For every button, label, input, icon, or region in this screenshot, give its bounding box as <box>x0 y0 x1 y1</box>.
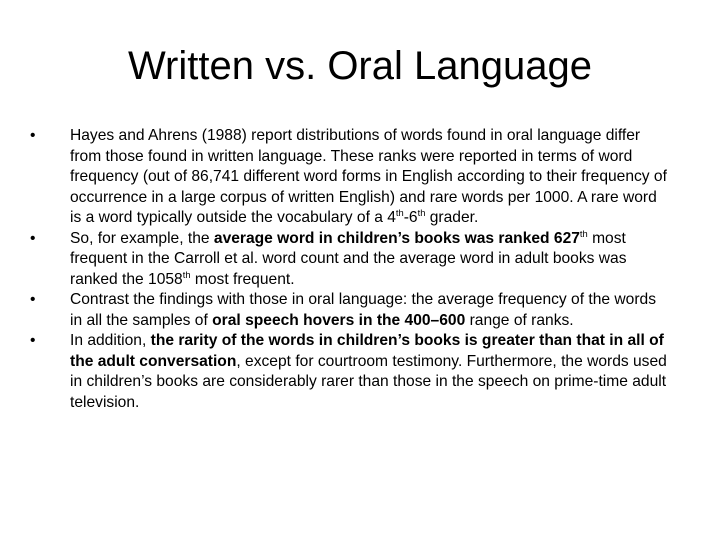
bullet-2-text: So, for example, the <box>70 229 214 247</box>
bullet-3-bold-text: oral speech hovers in the 400–600 <box>212 311 466 329</box>
bullet-2-superscript-1: th <box>579 228 588 239</box>
bullet-2-bold-text: average word in children’s books was ranked 627 <box>213 229 580 247</box>
bullet-item-3 <box>30 290 670 331</box>
bullet-4-text: In addition, <box>70 332 151 349</box>
bullet-1-text-2: -6 <box>403 209 418 226</box>
bullet-3-text-2: range of ranks. <box>465 311 574 329</box>
bullet-1-text-3: grader. <box>425 209 479 226</box>
bullet-1-text: Hayes and Ahrens (1988) report distributions of words found in oral language differ from those found in written language. These ranks were reported in terms of word frequency (out of 86,741 different word forms in English according to their frequency of occurrence in a large corpus of written English) and rare words per 1000. A rare word is a word typically outside the vocabulary of a 4 <box>70 127 667 226</box>
bullet-list <box>30 126 670 413</box>
bullet-item-1 <box>30 126 670 229</box>
bullet-4-bold-text: the rarity of the words in children’s books is greater than that in all of the adult conversation <box>70 332 664 370</box>
slide-title: Written vs. Oral Language <box>128 44 592 88</box>
bullet-1-superscript-1: th <box>395 207 404 218</box>
bullet-2-text-3: most frequent. <box>190 270 295 288</box>
bullet-2-superscript-2: th <box>182 269 191 280</box>
bullet-2-text-2: most frequent in the Carroll et al. word count and the average word in adult books was ranked the 1058 <box>70 229 627 288</box>
bullet-item-4 <box>30 331 670 413</box>
bullet-3-text: Contrast the findings with those in oral language: the average frequency of the words in all the samples of <box>70 291 656 329</box>
bullet-1-superscript-2: th <box>417 207 426 218</box>
bullet-item-2 <box>30 229 670 291</box>
bullet-4-text-2: , except for courtroom testimony. Furthermore, the words used in children’s books are considerably rarer than those in the speech on prime-time adult television. <box>70 352 667 411</box>
